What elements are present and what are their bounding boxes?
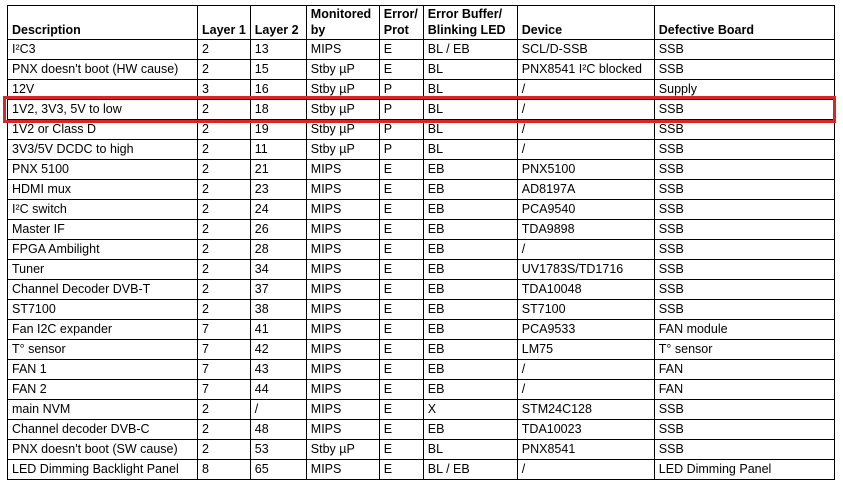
table-row — [8, 100, 835, 120]
cell-defective-board: FAN module — [654, 320, 834, 340]
cell-layer-1: 2 — [198, 220, 251, 240]
cell-description: PNX 5100 — [8, 160, 198, 180]
cell-device: ST7100 — [517, 300, 654, 320]
cell-description: 1V2, 3V3, 5V to low — [8, 100, 198, 120]
cell-error-buffer: EB — [423, 320, 517, 340]
cell-monitored-by: MIPS — [306, 180, 379, 200]
cell-layer-1: 2 — [198, 40, 251, 60]
cell-layer-1: 2 — [198, 300, 251, 320]
cell-description: FAN 1 — [8, 360, 198, 380]
cell-error-buffer: BL — [423, 440, 517, 460]
cell-device: / — [517, 120, 654, 140]
cell-description: Tuner — [8, 260, 198, 280]
cell-error-buffer: EB — [423, 160, 517, 180]
table-row — [8, 140, 835, 160]
cell-monitored-by: Stby µP — [306, 80, 379, 100]
cell-description: Fan I2C expander — [8, 320, 198, 340]
cell-description: LED Dimming Backlight Panel — [8, 460, 198, 480]
cell-error-buffer: EB — [423, 180, 517, 200]
cell-device: PNX8541 I²C blocked — [517, 60, 654, 80]
cell-description: I²C3 — [8, 40, 198, 60]
table-row — [8, 220, 835, 240]
cell-device: PCA9540 — [517, 200, 654, 220]
table-row — [8, 400, 835, 420]
cell-error-prot: E — [379, 340, 423, 360]
cell-layer-1: 2 — [198, 160, 251, 180]
table-row — [8, 280, 835, 300]
header-device: Device — [517, 6, 654, 40]
cell-layer-2: 21 — [250, 160, 306, 180]
cell-layer-2: 34 — [250, 260, 306, 280]
cell-layer-2: 44 — [250, 380, 306, 400]
cell-error-buffer: EB — [423, 260, 517, 280]
cell-error-prot: E — [379, 40, 423, 60]
cell-error-buffer: BL — [423, 100, 517, 120]
cell-defective-board: SSB — [654, 220, 834, 240]
cell-description: FAN 2 — [8, 380, 198, 400]
cell-defective-board: SSB — [654, 200, 834, 220]
cell-layer-1: 7 — [198, 320, 251, 340]
cell-error-buffer: EB — [423, 240, 517, 260]
cell-monitored-by: MIPS — [306, 420, 379, 440]
cell-monitored-by: Stby µP — [306, 440, 379, 460]
cell-device: / — [517, 460, 654, 480]
cell-description: Master IF — [8, 220, 198, 240]
table-row — [8, 80, 835, 100]
cell-error-prot: P — [379, 120, 423, 140]
cell-defective-board: SSB — [654, 280, 834, 300]
cell-monitored-by: MIPS — [306, 280, 379, 300]
cell-defective-board: FAN — [654, 360, 834, 380]
cell-monitored-by: MIPS — [306, 340, 379, 360]
cell-error-prot: E — [379, 240, 423, 260]
cell-defective-board: Supply — [654, 80, 834, 100]
table-row — [8, 120, 835, 140]
cell-defective-board: SSB — [654, 180, 834, 200]
table-row — [8, 260, 835, 280]
header-layer-2: Layer 2 — [250, 6, 306, 40]
cell-layer-1: 3 — [198, 80, 251, 100]
cell-error-buffer: BL — [423, 140, 517, 160]
table-body — [8, 40, 835, 480]
cell-device: TDA10023 — [517, 420, 654, 440]
cell-layer-2: 18 — [250, 100, 306, 120]
cell-error-prot: P — [379, 140, 423, 160]
cell-error-buffer: BL — [423, 120, 517, 140]
table-row — [8, 200, 835, 220]
cell-layer-2: 23 — [250, 180, 306, 200]
cell-layer-2: 24 — [250, 200, 306, 220]
cell-layer-1: 2 — [198, 420, 251, 440]
table-row — [8, 40, 835, 60]
cell-device: PNX5100 — [517, 160, 654, 180]
cell-description: Channel decoder DVB-C — [8, 420, 198, 440]
cell-error-buffer: EB — [423, 340, 517, 360]
table-row — [8, 420, 835, 440]
table-row — [8, 340, 835, 360]
cell-defective-board: SSB — [654, 40, 834, 60]
cell-layer-2: 37 — [250, 280, 306, 300]
cell-defective-board: SSB — [654, 160, 834, 180]
cell-error-prot: E — [379, 280, 423, 300]
cell-monitored-by: Stby µP — [306, 100, 379, 120]
table-row — [8, 60, 835, 80]
cell-monitored-by: Stby µP — [306, 120, 379, 140]
cell-error-prot: E — [379, 400, 423, 420]
cell-defective-board: T° sensor — [654, 340, 834, 360]
header-description: Description — [8, 6, 198, 40]
cell-layer-2: 65 — [250, 460, 306, 480]
cell-device: SCL/D-SSB — [517, 40, 654, 60]
cell-defective-board: FAN — [654, 380, 834, 400]
cell-layer-2: 42 — [250, 340, 306, 360]
cell-device: / — [517, 360, 654, 380]
cell-error-prot: E — [379, 60, 423, 80]
cell-layer-2: 13 — [250, 40, 306, 60]
cell-layer-2: 48 — [250, 420, 306, 440]
cell-layer-2: 19 — [250, 120, 306, 140]
cell-defective-board: SSB — [654, 240, 834, 260]
table-row — [8, 240, 835, 260]
cell-layer-1: 2 — [198, 260, 251, 280]
cell-layer-2: 28 — [250, 240, 306, 260]
cell-defective-board: SSB — [654, 120, 834, 140]
cell-layer-2: 11 — [250, 140, 306, 160]
cell-layer-2: / — [250, 400, 306, 420]
cell-layer-2: 26 — [250, 220, 306, 240]
cell-error-prot: P — [379, 100, 423, 120]
cell-error-prot: E — [379, 440, 423, 460]
cell-monitored-by: MIPS — [306, 160, 379, 180]
header-row — [8, 6, 835, 40]
cell-defective-board: SSB — [654, 400, 834, 420]
cell-description: T° sensor — [8, 340, 198, 360]
cell-error-buffer: EB — [423, 220, 517, 240]
cell-defective-board: SSB — [654, 300, 834, 320]
cell-layer-1: 2 — [198, 400, 251, 420]
cell-monitored-by: MIPS — [306, 320, 379, 340]
cell-defective-board: SSB — [654, 60, 834, 80]
cell-monitored-by: MIPS — [306, 460, 379, 480]
cell-error-buffer: BL / EB — [423, 460, 517, 480]
cell-layer-1: 2 — [198, 440, 251, 460]
table-row — [8, 300, 835, 320]
cell-error-prot: E — [379, 160, 423, 180]
cell-description: PNX doesn't boot (SW cause) — [8, 440, 198, 460]
cell-defective-board: SSB — [654, 440, 834, 460]
cell-layer-2: 15 — [250, 60, 306, 80]
cell-device: / — [517, 380, 654, 400]
table-row — [8, 440, 835, 460]
cell-description: HDMI mux — [8, 180, 198, 200]
header-defective-board: Defective Board — [654, 6, 834, 40]
cell-error-buffer: EB — [423, 300, 517, 320]
cell-layer-2: 53 — [250, 440, 306, 460]
cell-layer-2: 43 — [250, 360, 306, 380]
cell-error-buffer: EB — [423, 380, 517, 400]
cell-description: 1V2 or Class D — [8, 120, 198, 140]
cell-monitored-by: MIPS — [306, 240, 379, 260]
cell-monitored-by: MIPS — [306, 200, 379, 220]
cell-error-prot: E — [379, 260, 423, 280]
table-row — [8, 380, 835, 400]
cell-description: I²C switch — [8, 200, 198, 220]
cell-error-buffer: EB — [423, 280, 517, 300]
cell-device: STM24C128 — [517, 400, 654, 420]
cell-description: PNX doesn't boot (HW cause) — [8, 60, 198, 80]
cell-device: TDA9898 — [517, 220, 654, 240]
cell-error-prot: E — [379, 300, 423, 320]
cell-device: / — [517, 140, 654, 160]
cell-error-buffer: BL — [423, 60, 517, 80]
cell-monitored-by: Stby µP — [306, 140, 379, 160]
table-row — [8, 360, 835, 380]
cell-layer-2: 41 — [250, 320, 306, 340]
cell-monitored-by: MIPS — [306, 400, 379, 420]
cell-layer-1: 8 — [198, 460, 251, 480]
cell-device: / — [517, 80, 654, 100]
cell-error-prot: P — [379, 80, 423, 100]
cell-defective-board: SSB — [654, 260, 834, 280]
cell-description: 12V — [8, 80, 198, 100]
cell-device: TDA10048 — [517, 280, 654, 300]
cell-description: Channel Decoder DVB-T — [8, 280, 198, 300]
cell-description: main NVM — [8, 400, 198, 420]
cell-error-buffer: X — [423, 400, 517, 420]
cell-monitored-by: MIPS — [306, 360, 379, 380]
cell-layer-1: 2 — [198, 100, 251, 120]
cell-defective-board: SSB — [654, 100, 834, 120]
cell-error-prot: E — [379, 200, 423, 220]
header-error-buffer: Error Buffer/ Blinking LED — [423, 6, 517, 40]
cell-description: 3V3/5V DCDC to high — [8, 140, 198, 160]
cell-layer-1: 2 — [198, 140, 251, 160]
cell-device: / — [517, 100, 654, 120]
cell-layer-1: 2 — [198, 240, 251, 260]
cell-error-prot: E — [379, 320, 423, 340]
cell-device: / — [517, 240, 654, 260]
cell-error-prot: E — [379, 420, 423, 440]
error-code-table — [7, 5, 835, 480]
cell-defective-board: SSB — [654, 140, 834, 160]
cell-description: FPGA Ambilight — [8, 240, 198, 260]
header-monitored-by: Monitored by — [306, 6, 379, 40]
table-header — [8, 6, 835, 40]
table-row — [8, 460, 835, 480]
cell-error-buffer: EB — [423, 420, 517, 440]
cell-device: UV1783S/TD1716 — [517, 260, 654, 280]
cell-layer-2: 16 — [250, 80, 306, 100]
cell-device: PCA9533 — [517, 320, 654, 340]
cell-layer-1: 2 — [198, 280, 251, 300]
cell-layer-1: 2 — [198, 120, 251, 140]
cell-layer-1: 2 — [198, 180, 251, 200]
table-row — [8, 180, 835, 200]
cell-device: LM75 — [517, 340, 654, 360]
cell-layer-1: 7 — [198, 360, 251, 380]
table-row — [8, 160, 835, 180]
cell-error-prot: E — [379, 380, 423, 400]
cell-error-prot: E — [379, 360, 423, 380]
cell-layer-1: 7 — [198, 340, 251, 360]
cell-error-prot: E — [379, 180, 423, 200]
cell-error-prot: E — [379, 220, 423, 240]
cell-device: PNX8541 — [517, 440, 654, 460]
cell-device: AD8197A — [517, 180, 654, 200]
cell-error-buffer: EB — [423, 200, 517, 220]
cell-error-buffer: BL — [423, 80, 517, 100]
cell-defective-board: SSB — [654, 420, 834, 440]
cell-layer-2: 38 — [250, 300, 306, 320]
cell-error-prot: E — [379, 460, 423, 480]
header-layer-1: Layer 1 — [198, 6, 251, 40]
cell-error-buffer: BL / EB — [423, 40, 517, 60]
header-error-prot: Error/ Prot — [379, 6, 423, 40]
cell-defective-board: LED Dimming Panel — [654, 460, 834, 480]
cell-monitored-by: MIPS — [306, 260, 379, 280]
cell-layer-1: 7 — [198, 380, 251, 400]
cell-monitored-by: MIPS — [306, 300, 379, 320]
cell-description: ST7100 — [8, 300, 198, 320]
cell-monitored-by: MIPS — [306, 220, 379, 240]
table-row — [8, 320, 835, 340]
cell-layer-1: 2 — [198, 60, 251, 80]
cell-monitored-by: MIPS — [306, 40, 379, 60]
cell-monitored-by: MIPS — [306, 380, 379, 400]
cell-monitored-by: Stby µP — [306, 60, 379, 80]
cell-layer-1: 2 — [198, 200, 251, 220]
cell-error-buffer: EB — [423, 360, 517, 380]
